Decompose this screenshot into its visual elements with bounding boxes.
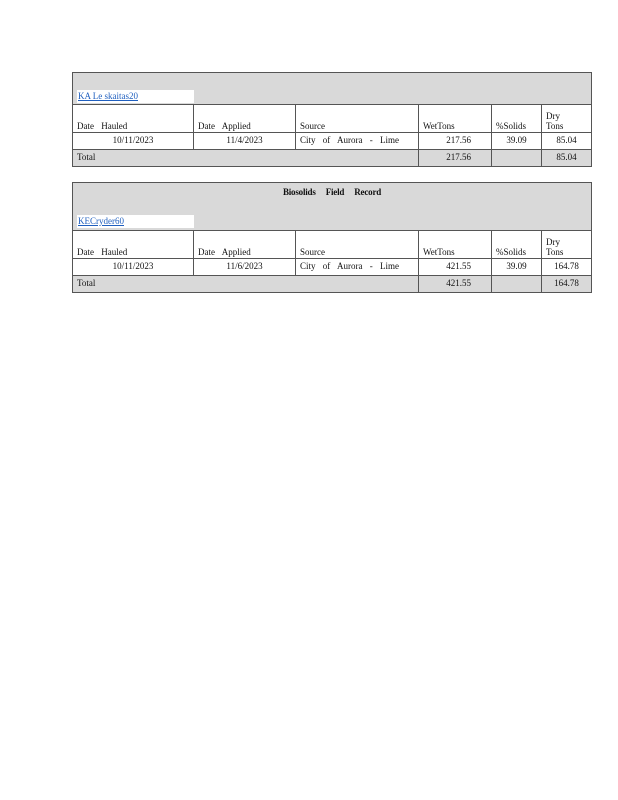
cell-date-applied: 11/4/2023 bbox=[194, 133, 296, 149]
total-row bbox=[73, 276, 591, 293]
total-row bbox=[73, 150, 591, 167]
field-record-2 bbox=[72, 182, 592, 293]
cell-percent-solids: 39.09 bbox=[492, 133, 542, 149]
cell-dry-tons: 85.04 bbox=[556, 135, 577, 145]
cell-source: City of Aurora - Lime bbox=[296, 259, 419, 275]
col-dry-tons-line1: Dry bbox=[546, 111, 560, 121]
field-name-link[interactable]: KA Le skaitas20 bbox=[77, 90, 194, 103]
column-header-row bbox=[73, 231, 591, 259]
col-dry-tons-line1: Dry bbox=[546, 237, 560, 247]
field-name-link[interactable]: KECryder60 bbox=[77, 215, 194, 228]
total-dry-tons: 85.04 bbox=[556, 152, 577, 162]
table-row bbox=[73, 259, 591, 276]
cell-source: City of Aurora - Lime bbox=[296, 133, 419, 149]
column-header-row bbox=[73, 105, 591, 133]
cell-date-hauled: 10/11/2023 bbox=[73, 133, 194, 149]
col-dry-tons bbox=[542, 105, 591, 132]
field-record-1 bbox=[72, 72, 592, 167]
col-dry-tons-line2: Tons bbox=[546, 121, 564, 131]
cell-percent-solids: 39.09 bbox=[492, 259, 542, 275]
total-label: Total bbox=[73, 150, 419, 166]
total-label: Total bbox=[73, 276, 419, 292]
record-title: Biosolids Field Record bbox=[282, 187, 382, 197]
col-percent-solids: %Solids bbox=[492, 105, 542, 132]
col-source: Source bbox=[296, 231, 419, 258]
cell-wet-tons: 217.56 bbox=[419, 133, 492, 149]
cell-date-applied: 11/6/2023 bbox=[194, 259, 296, 275]
col-source: Source bbox=[296, 105, 419, 132]
record-header bbox=[73, 73, 591, 105]
col-dry-tons-line2: Tons bbox=[546, 247, 564, 257]
total-wet-tons: 217.56 bbox=[419, 150, 492, 166]
col-date-applied: Date Applied bbox=[194, 105, 296, 132]
total-wet-tons: 421.55 bbox=[419, 276, 492, 292]
total-percent-solids bbox=[492, 276, 542, 292]
cell-dry-tons: 164.78 bbox=[554, 261, 579, 271]
col-date-hauled: Date Hauled bbox=[73, 105, 194, 132]
total-dry-tons: 164.78 bbox=[554, 278, 579, 288]
record-header bbox=[73, 183, 591, 231]
col-wet-tons: WetTons bbox=[419, 231, 492, 258]
cell-date-hauled: 10/11/2023 bbox=[73, 259, 194, 275]
cell-wet-tons: 421.55 bbox=[419, 259, 492, 275]
col-date-applied: Date Applied bbox=[194, 231, 296, 258]
table-row bbox=[73, 133, 591, 150]
col-percent-solids: %Solids bbox=[492, 231, 542, 258]
col-dry-tons bbox=[542, 231, 591, 258]
total-percent-solids bbox=[492, 150, 542, 166]
col-wet-tons: WetTons bbox=[419, 105, 492, 132]
col-date-hauled: Date Hauled bbox=[73, 231, 194, 258]
